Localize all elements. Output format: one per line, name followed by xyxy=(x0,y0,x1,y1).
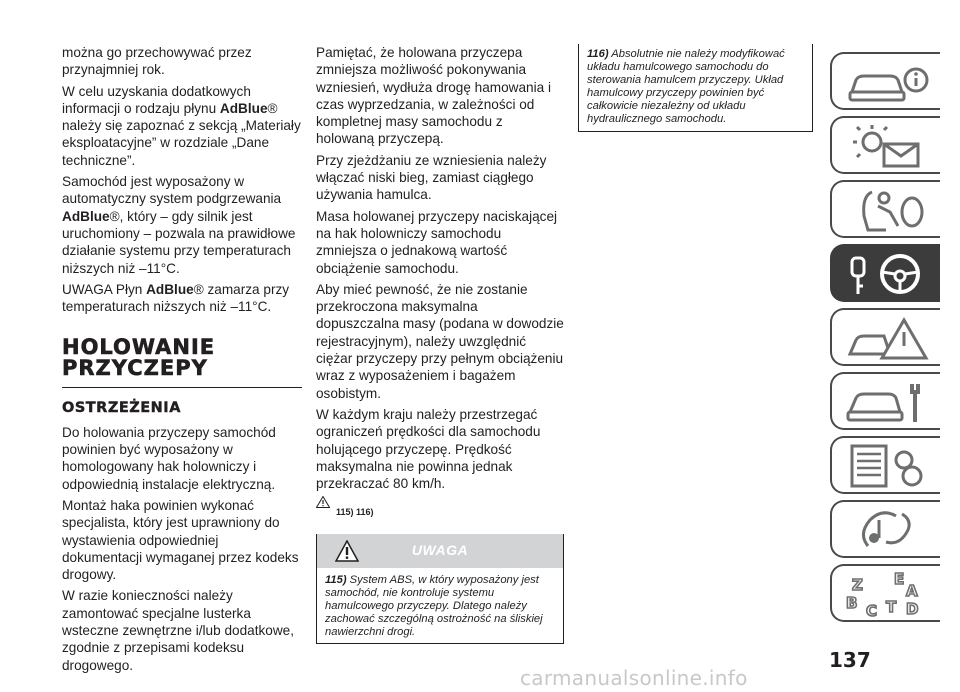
column-left xyxy=(62,44,302,678)
paragraph: Montaż haka powinien wykonać specjalista, który jest uprawniony do wystawienia odpowiedniej dokumentacji wymaganej przez kodeks drogowy. xyxy=(62,497,299,583)
subsection-title: OSTRZEŻENIA xyxy=(62,400,181,417)
alphabet-index-icon xyxy=(842,570,932,622)
section-title: HOLOWANIE PRZYCZEPY xyxy=(62,335,216,381)
tab-index[interactable] xyxy=(830,564,940,622)
page-number: 137 xyxy=(829,648,871,672)
airbag-seat-icon xyxy=(842,186,932,234)
adblue-term: AdBlue xyxy=(219,100,268,116)
tab-starting-driving[interactable] xyxy=(830,244,940,302)
warning-triangle-car-icon xyxy=(842,314,932,362)
paragraph-freezing-note: UWAGA Płyn AdBlue® zamarza przy temperaturach niższych niż –11°C. xyxy=(62,281,290,315)
paragraph: Przy zjeżdżaniu ze wzniesienia należy włączać niski bieg, zamiast ciągłego używania hamulca. xyxy=(316,152,547,203)
warning-references xyxy=(316,496,564,521)
warning-box xyxy=(316,534,564,644)
car-wrench-icon xyxy=(842,378,932,426)
svg-text:C: C xyxy=(866,602,878,620)
column-right xyxy=(578,44,813,132)
watermark: carmanualsonline.info xyxy=(520,666,748,690)
tab-safety[interactable] xyxy=(830,180,940,238)
intro-text: można go przechowywać przez przynajmniej rok. xyxy=(62,45,252,78)
car-info-icon xyxy=(842,58,932,106)
warning-header xyxy=(317,534,563,568)
paragraph-heating-system: Samochód jest wyposażony w automatyczny system podgrzewania AdBlue®, który – gdy silnik jest uruchomiony – pozwala na prawidłowe działanie systemu przy temperaturach niższych niż –11°C. xyxy=(62,174,296,276)
warning-triangle-icon xyxy=(335,540,359,562)
svg-text:T: T xyxy=(886,598,897,616)
reference-numbers: 115) 116) xyxy=(336,507,374,518)
adblue-term: AdBlue xyxy=(62,208,110,224)
warning-text: 115) System ABS, w który wyposażony jest samochód, nie kontroluje systemu hamulcowego przyczepy. Dlatego należy zachować szczególną ostrożność na śliskiej nawierzchni drogi. xyxy=(325,573,543,638)
svg-text:B: B xyxy=(846,594,858,612)
warning-note-box: 116) Absolutnie nie należy modyfikować układu hamulcowego samochodu do sterowania hamulcem przyczepy. Układ hamulcowy przyczepy powinien być całkowicie niezależny od układu hydraulicznego samochodu. xyxy=(578,44,813,132)
paragraph: Do holowania przyczepy samochód powinien być wyposażony w homologowany hak holowniczy i odpowiednią instalacje elektryczną. xyxy=(62,424,276,492)
paragraph: Pamiętać, że holowana przyczepa zmniejsza możliwość pokonywania wzniesień, wydłuża drogę hamowania i czas wyprzedzania, w zależności od kompletnej masy samochodu z holowaną przyczepą. xyxy=(316,45,551,147)
paragraph: W każdym kraju należy przestrzegać ograniczeń prędkości dla samochodu holującego przyczepę. Prędkość maksymalna nie powinna jednak przekraczać 80 km/h. xyxy=(316,406,541,492)
column-middle xyxy=(316,44,564,644)
svg-text:Z: Z xyxy=(852,576,863,594)
svg-text:D: D xyxy=(906,600,919,618)
tab-emergency[interactable] xyxy=(830,308,940,366)
paragraph: Aby mieć pewność, że nie zostanie przekroczona maksymalna dopuszczalna masy (podana w dowodzie rejestracyjnym), należy uwzględnić ciężar przyczepy przy pełnym obciążeniu wraz z wyposażeniem i bagażem osobistym. xyxy=(316,281,564,401)
paragraph: Masa holowanej przyczepy naciskającej na hak holowniczy samochodu zmniejsza o jednakową wartość obciążenie samochodu. xyxy=(316,208,558,276)
paragraph: W razie konieczności należy zamontować specjalne lusterka wsteczne zewnętrzne i/lub dodatkowe, zgodnie z przepisami kodeksu drogowego. xyxy=(62,588,294,673)
paragraph-adblue-info: W celu uzyskania dodatkowych informacji o rodzaju płynu AdBlue® należy się zapoznać z sekcją „Materiały eksploatacyjne” w rozdziale „Dane techniczne”. xyxy=(62,83,301,168)
music-nav-icon xyxy=(842,506,932,554)
tab-multimedia[interactable] xyxy=(830,500,940,558)
warning-title: UWAGA xyxy=(411,542,469,559)
key-steering-wheel-icon xyxy=(842,250,932,298)
section-divider xyxy=(62,387,302,388)
svg-text:A: A xyxy=(906,582,918,600)
tab-technical-data[interactable] xyxy=(830,436,940,494)
svg-text:E: E xyxy=(894,570,905,588)
sun-envelope-icon xyxy=(842,122,932,170)
tab-lights-messages[interactable] xyxy=(830,116,940,174)
tab-car-info[interactable] xyxy=(830,52,940,110)
adblue-term: AdBlue xyxy=(146,281,194,297)
warning-triangle-icon xyxy=(316,496,330,508)
tab-maintenance[interactable] xyxy=(830,372,940,430)
list-gears-icon xyxy=(842,442,932,490)
